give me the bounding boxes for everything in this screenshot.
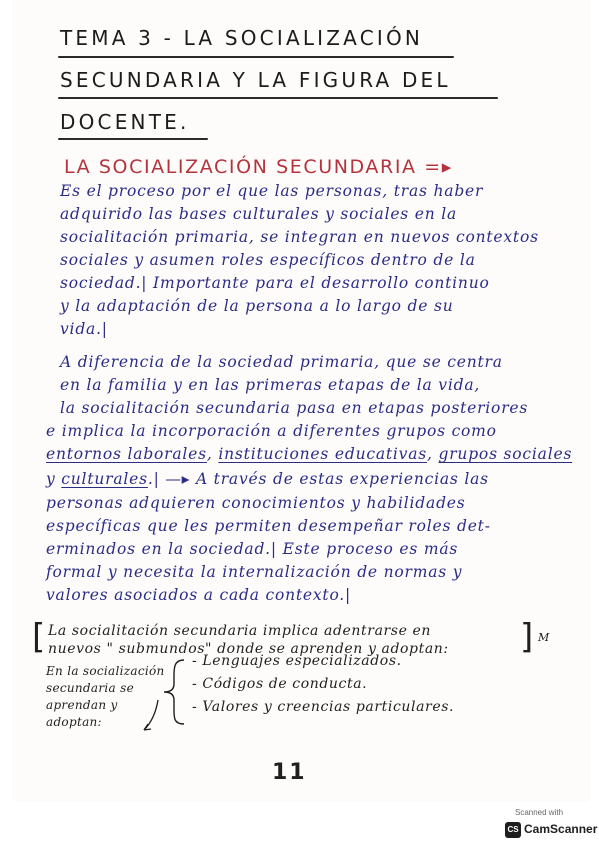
paragraph-2-line: formal y necesita la internalización de normas y <box>46 563 463 581</box>
list-item: - Valores y creencias particulares. <box>192 699 455 715</box>
title-line-1: TEMA 3 - LA SOCIALIZACIÓN <box>60 26 424 50</box>
title-underline-3 <box>58 138 208 140</box>
paragraph-1-line: sociedad.| Importante para el desarrollo continuo <box>60 274 490 292</box>
paragraph-2-line: erminados en la sociedad.| Este proceso es más <box>46 540 459 558</box>
right-bracket: ] <box>520 617 534 657</box>
title-line-2: SECUNDARIA Y LA FIGURA DEL <box>60 68 451 92</box>
conjunction: y <box>46 470 56 488</box>
underlined-term: grupos sociales <box>438 445 573 463</box>
paragraph-2-line: personas adquieren conocimientos y habilidades <box>46 494 466 512</box>
side-note-line: adoptan: <box>46 715 102 729</box>
list-item: - Lenguajes especializados. <box>192 653 402 669</box>
bracket-note-line: La socialitación secundaria implica adentrarse en <box>48 623 432 639</box>
paragraph-1-line: vida.| <box>60 320 108 338</box>
paragraph-2-line: específicas que les permiten desempeñar roles det- <box>46 517 491 535</box>
paragraph-2-line: e implica la incorporación a diferentes grupos como <box>46 422 497 440</box>
underlined-term: entornos laborales <box>46 445 207 463</box>
camscanner-logo-icon: CS <box>505 822 521 838</box>
title-underline-1 <box>58 56 454 58</box>
margin-mark: M <box>538 631 550 644</box>
notebook-page <box>14 0 589 800</box>
title-line-3: DOCENTE. <box>60 110 190 134</box>
page-number: 11 <box>272 760 307 785</box>
paragraph-1-line: sociales y asumen roles específicos dentro de la <box>60 251 476 269</box>
section-heading: LA SOCIALIZACIÓN SECUNDARIA =▸ <box>64 156 453 178</box>
paragraph-1-line: y la adaptación de la persona a lo largo de su <box>60 297 454 315</box>
scanned-caption: Scanned with <box>515 808 564 817</box>
underlined-term: culturales <box>61 470 148 488</box>
left-bracket: [ <box>32 617 46 657</box>
side-note-line: secundaria se <box>46 681 134 695</box>
paragraph-2-line: valores asociados a cada contexto.| <box>46 586 352 604</box>
separator: , <box>206 445 213 463</box>
side-note-line: En la socialización <box>46 664 165 678</box>
paragraph-1-line: Es el proceso por el que las personas, tras haber <box>60 182 484 200</box>
paragraph-2-underlined-line <box>46 445 572 463</box>
camscanner-badge <box>503 806 598 844</box>
paragraph-1-line: adquirido las bases culturales y sociales en la <box>60 205 458 223</box>
paragraph-2-line: en la familia y en las primeras etapas de la vida, <box>60 376 481 394</box>
underlined-term: instituciones educativas <box>218 445 428 463</box>
separator: , <box>427 445 433 463</box>
side-note-line: aprendan y <box>46 698 118 712</box>
list-item: - Códigos de conducta. <box>192 676 368 692</box>
camscanner-brand: CamScanner <box>524 822 598 836</box>
paragraph-1-line: socialitación primaria, se integran en nuevos contextos <box>60 228 539 246</box>
title-underline-2 <box>58 97 498 99</box>
paragraph-2-line: A diferencia de la sociedad primaria, que se centra <box>60 353 503 371</box>
curly-brace-arrow-icon <box>126 654 196 736</box>
paragraph-2-line <box>46 470 489 488</box>
bracket-note-line: nuevos " submundos" donde se aprenden y adoptan: <box>48 641 449 657</box>
arrow-sentence: .| —▸ A través de estas experiencias las <box>147 470 489 488</box>
paragraph-2-line: la socialitación secundaria pasa en etapas posteriores <box>60 399 529 417</box>
